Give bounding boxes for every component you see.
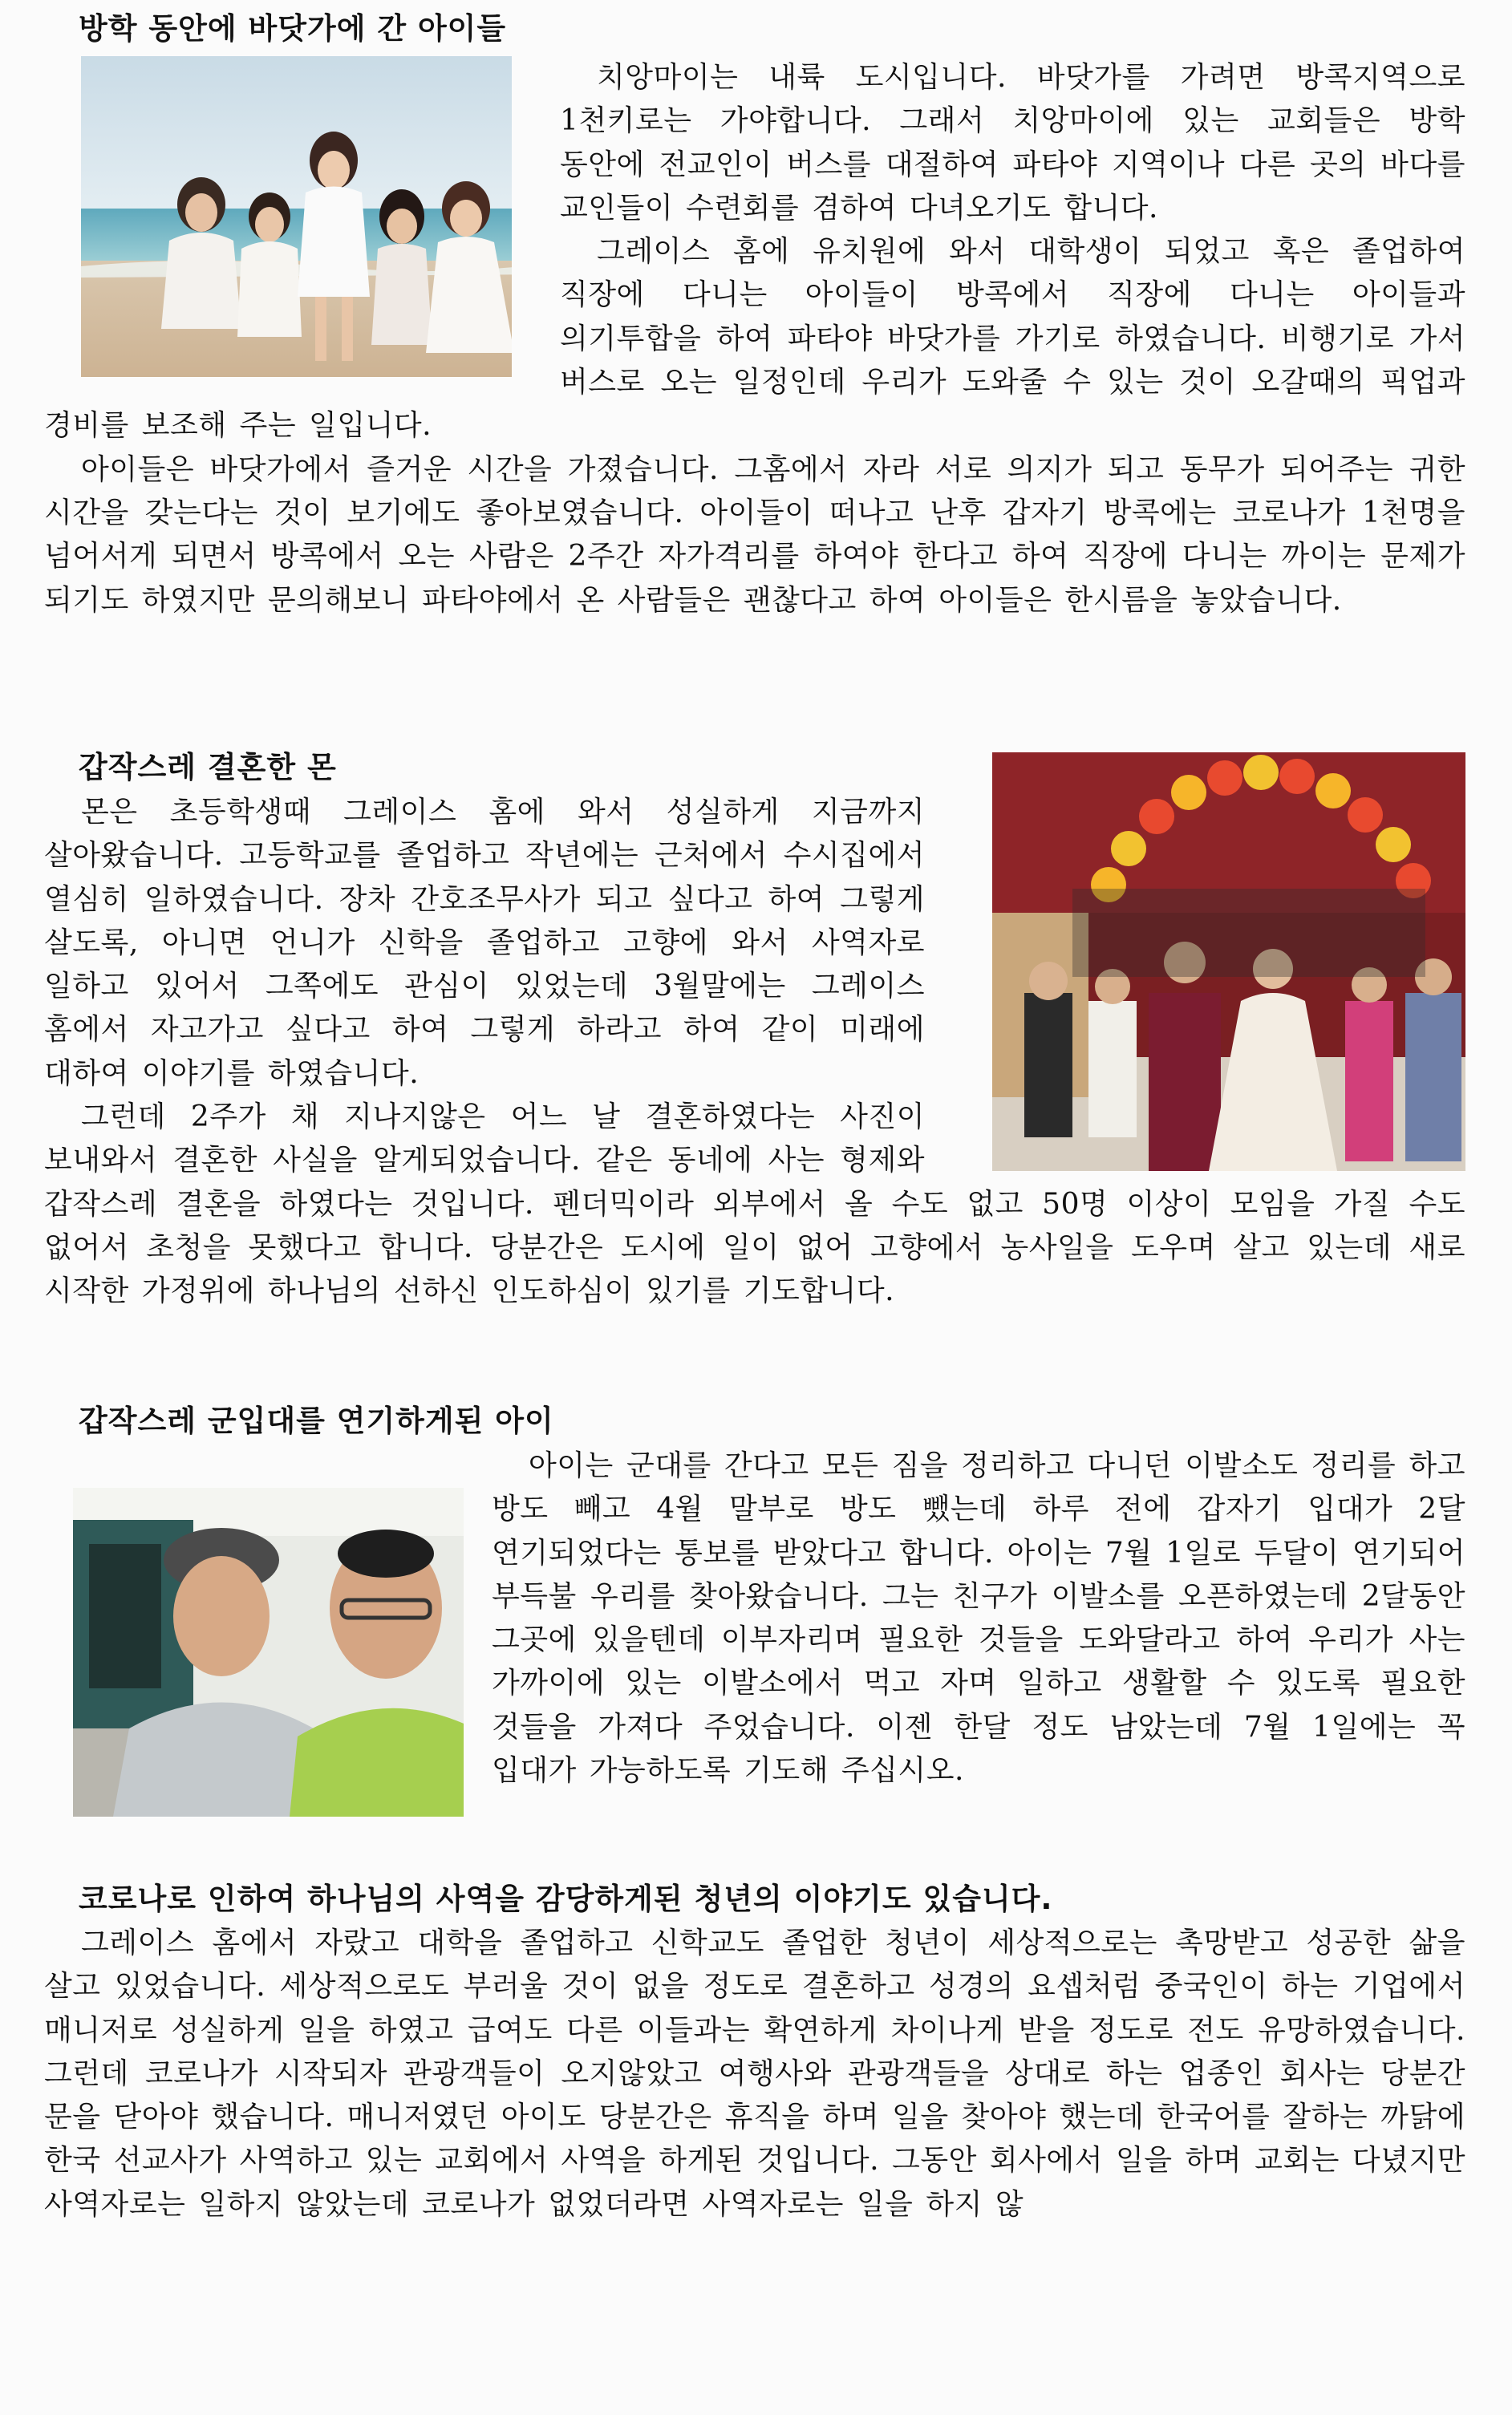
wedding-paragraph-2: 그런데 2주가 채 지나지않은 어느 날 결혼하였다는 사진이 보내와서 결혼한 사실을 알게되었습니다. 같은 동네에 사는 형제와 갑작스레 결혼을 하였다는 것입니다. 펜더믹이라 외부에서 올 수도 없고 50명 이상이 모임을 가질 수도 없어서 초청을 못했다고 합니다. 당분간은 도시에 일이 없어 고향에서 농사일을 도우며 살고 있는데 새로 시작한 가정위에 하나님의 선하신 인도하심이 있기를 기도합니다. <box>44 1100 1465 1308</box>
section-military-body <box>44 1445 1465 1828</box>
wedding-paragraph-1: 몬은 초등학생때 그레이스 홈에 와서 성실하게 지금까지 살아왔습니다. 고등학교를 졸업하고 작년에는 근처에서 수시집에서 열심히 일하였습니다. 장차 간호조무사가 되고 싶다고 하여 그렇게 살도록, 아니면 언니가 신학을 졸업하고 고향에 와서 사역자로 일하고 있어서 그쪽에도 관심이 있었는데 3월말에는 그레이스 홈에서 자고가고 싶다고 하여 그렇게 하라고 하여 같이 미래에 대하여 이야기를 하였습니다. <box>44 796 925 1090</box>
section-title-wedding: 갑작스레 결혼한 몬 <box>79 750 337 784</box>
beach-paragraph-2: 그레이스 홈에 유치원에 와서 대학생이 되었고 혹은 졸업하여 직장에 다니는 아이들이 방콕에서 직장에 다니는 아이들과 의기투합을 하여 파타야 바닷가를 가기로 하였습니다. 비행기로 가서 버스로 오는 일정인데 우리가 도와줄 수 있는 것이 오갈때의 픽업과 경비를 보조해 주는 일입니다. <box>44 235 1465 443</box>
section-covid-ministry-body <box>44 1922 1465 2227</box>
covid-ministry-paragraph-1: 그레이스 홈에서 자랐고 대학을 졸업하고 신학교도 졸업한 청년이 세상적으로는 촉망받고 성공한 삶을 살고 있었습니다. 세상적으로도 부러울 것이 없을 정도로 결혼하고 성경의 요셉처럼 중국인이 하는 기업에서 매니저로 성실하게 일을 하였고 급여도 다른 이들과는 확연하게 차이나게 받을 정도로 전도 유망하였습니다. 그런데 코로나가 시작되자 관광객들이 오지않았고 여행사와 관광객들을 상대로 하는 업종인 회사는 당분간 문을 닫아야 했습니다. 매니저였던 아이도 당분간은 휴직을 하며 일을 찾아야 했는데 한국어를 잘하는 까닭에 한국 선교사가 사역하고 있는 교회에서 사역을 하게된 것입니다. 그동안 회사에서 일을 하며 교회는 다녔지만 사역자로는 일하지 않았는데 코로나가 없었더라면 사역자로는 일을 하지 않 <box>44 1927 1465 2221</box>
section-title-beach: 방학 동안에 바닷가에 간 아이들 <box>79 11 507 46</box>
section-title-covid-ministry: 코로나로 인하여 하나님의 사역을 감당하게된 청년의 이야기도 있습니다. <box>79 1882 1053 1916</box>
section-beach-body <box>44 56 1465 622</box>
wedding-photo <box>955 752 1465 1171</box>
selfie-photo <box>36 1488 464 1817</box>
beach-photo <box>44 56 512 377</box>
military-paragraph-1: 아이는 군대를 간다고 모든 짐을 정리하고 다니던 이발소도 정리를 하고 방도 빼고 4월 말부로 방도 뺐는데 하루 전에 갑자기 입대가 2달 연기되었다는 통보를 받았다고 합니다. 아이는 7월 1일로 두달이 연기되어 부득불 우리를 찾아왔습니다. 그는 친구가 이발소를 오픈하였는데 2달동안 그곳에 있을텐데 이부자리며 필요한 것들을 도와달라고 하여 우리가 사는 가까이에 있는 이발소에서 먹고 자며 일하고 생활할 수 있도록 필요한 것들을 가져다 주었습니다. 이젠 한달 정도 남았는데 7월 1일에는 꼭 입대가 가능하도록 기도해 주십시오. <box>492 1449 1465 1788</box>
beach-paragraph-1: 치앙마이는 내륙 도시입니다. 바닷가를 가려면 방콕지역으로 1천키로는 가야합니다. 그래서 치앙마이에 있는 교회들은 방학 동안에 전교인이 버스를 대절하여 파타야 지역이나 다른 곳의 바다를 교인들이 수련회를 겸하여 다녀오기도 합니다. <box>560 61 1465 225</box>
beach-paragraph-3: 아이들은 바닷가에서 즐거운 시간을 가졌습니다. 그홈에서 자라 서로 의지가 되고 동무가 되어주는 귀한 시간을 갖는다는 것이 보기에도 좋아보였습니다. 아이들이 떠나고 난후 갑자기 방콕에는 코로나가 1천명을 넘어서게 되면서 방콕에서 오는 사람은 2주간 자가격리를 하여야 한다고 하여 직장에 다니는 까이는 문제가 되기도 하였지만 문의해보니 파타야에서 온 사람들은 괜찮다고 하여 아이들은 한시름을 놓았습니다. <box>44 452 1465 617</box>
section-wedding-body <box>44 791 1465 1314</box>
section-title-military: 갑작스레 군입대를 연기하게된 아이 <box>79 1404 554 1438</box>
